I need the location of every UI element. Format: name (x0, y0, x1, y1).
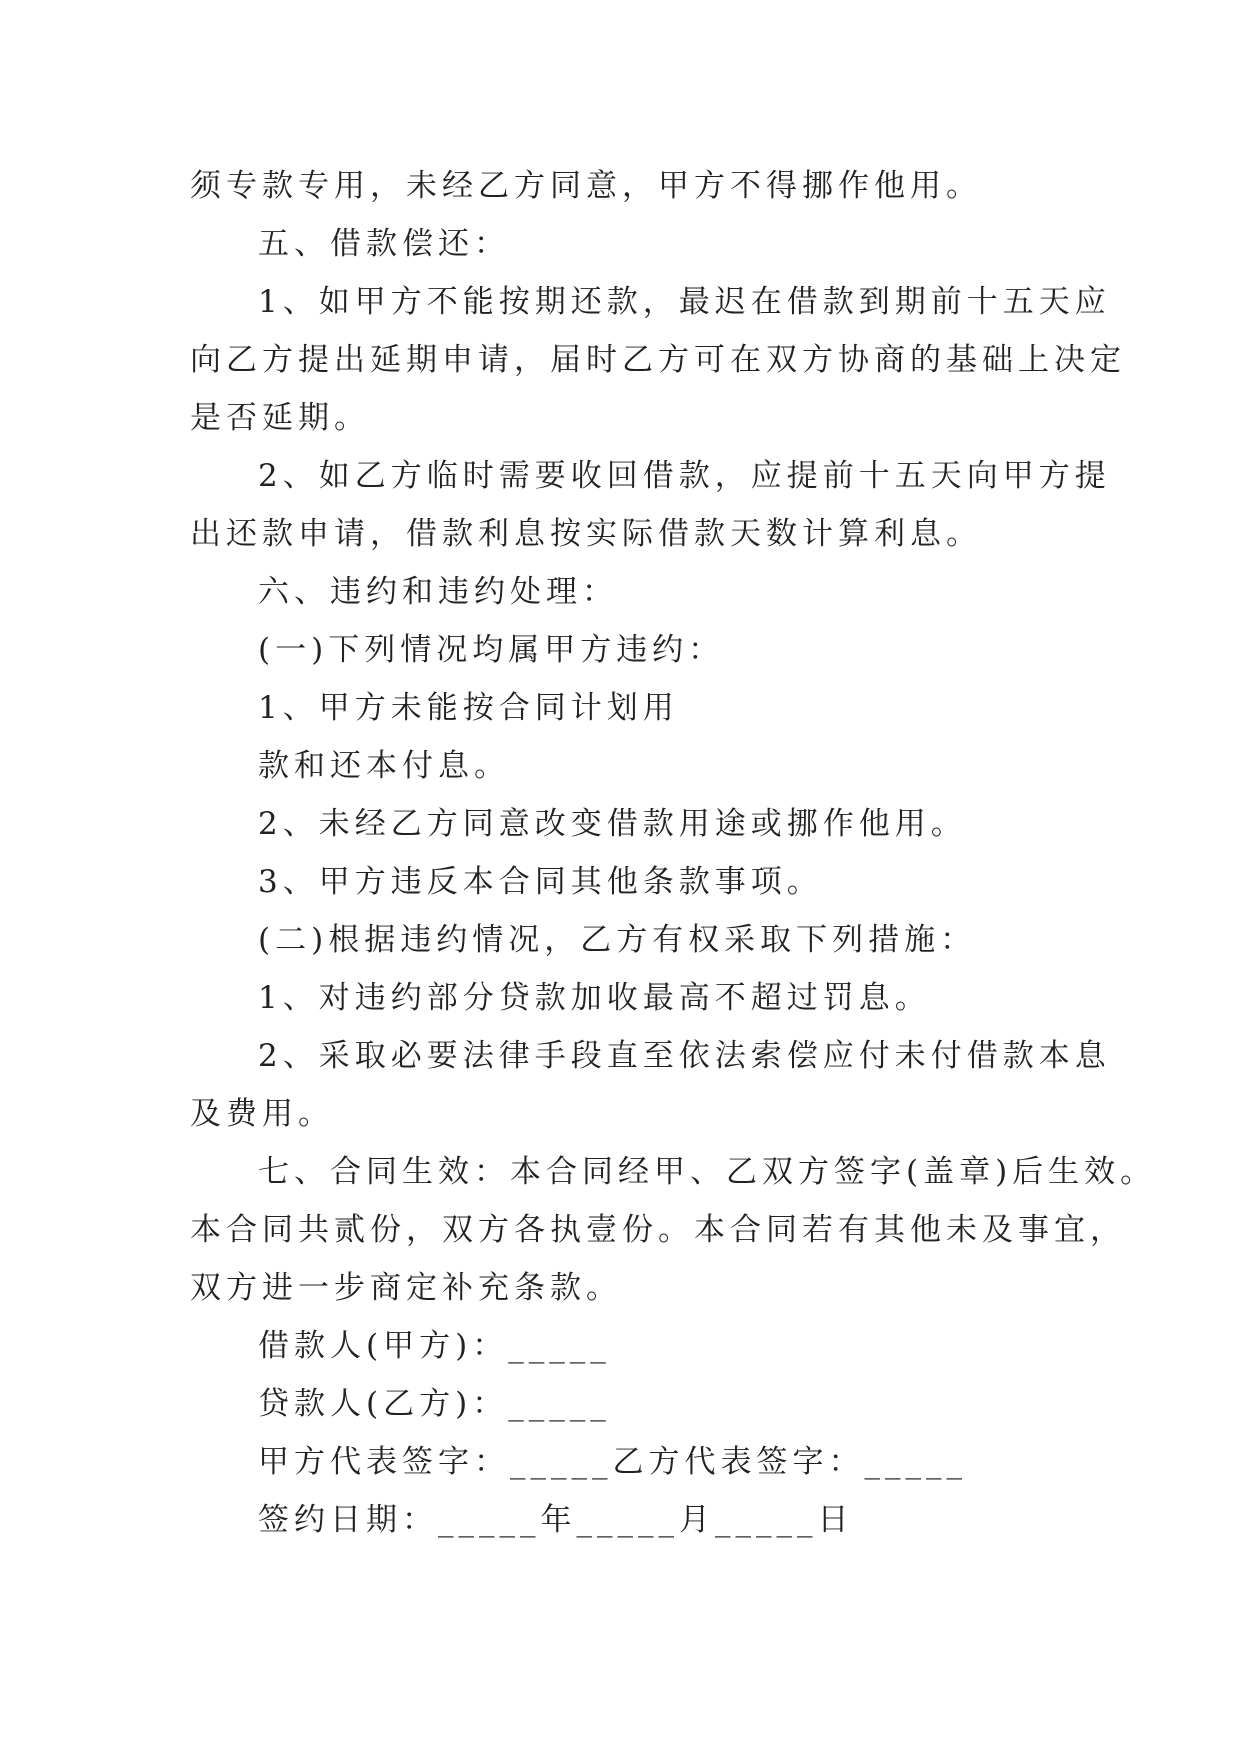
text-line: 双方进一步商定补充条款。 (190, 1270, 622, 1306)
text-line: 出还款申请，借款利息按实际借款天数计算利息。 (190, 516, 982, 552)
section-heading-repayment: 五、借款偿还： (258, 226, 510, 262)
borrower-signature-field: 借款人(甲方)：_____ (258, 1328, 611, 1364)
text-line: 2、采取必要法律手段直至依法索偿应付未付借款本息 (258, 1038, 1111, 1074)
signing-date-field: 签约日期：_____年_____月_____日 (258, 1502, 854, 1538)
subsection-heading: (二)根据违约情况，乙方有权采取下列措施： (258, 922, 977, 958)
text-line: 1、对违约部分贷款加收最高不超过罚息。 (258, 980, 931, 1016)
text-line: 向乙方提出延期申请，届时乙方可在双方协商的基础上决定 (190, 342, 1126, 378)
contract-text (190, 157, 1157, 1549)
section-heading-breach: 六、违约和违约处理： (258, 574, 618, 610)
text-line: 3、甲方违反本合同其他条款事项。 (258, 864, 823, 900)
subsection-heading: (一)下列情况均属甲方违约： (258, 632, 725, 668)
text-line: 2、未经乙方同意改变借款用途或挪作他用。 (258, 806, 967, 842)
text-line: 本合同共贰份，双方各执壹份。本合同若有其他未及事宜， (190, 1212, 1126, 1248)
text-line: 1、如甲方不能按期还款，最迟在借款到期前十五天应 (258, 284, 1111, 320)
text-line: 2、如乙方临时需要收回借款，应提前十五天向甲方提 (258, 458, 1111, 494)
representative-signature-fields: 甲方代表签字：_____乙方代表签字：_____ (258, 1444, 967, 1480)
text-line: 1、甲方未能按合同计划用 (258, 690, 679, 726)
text-line: 须专款专用，未经乙方同意，甲方不得挪作他用。 (190, 168, 982, 204)
text-line: 是否延期。 (190, 400, 370, 436)
section-heading-effectiveness: 七、合同生效：本合同经甲、乙双方签字(盖章)后生效。 (258, 1154, 1157, 1190)
lender-signature-field: 贷款人(乙方)：_____ (258, 1386, 611, 1422)
text-line: 及费用。 (190, 1096, 334, 1132)
text-line: 款和还本付息。 (258, 748, 510, 784)
